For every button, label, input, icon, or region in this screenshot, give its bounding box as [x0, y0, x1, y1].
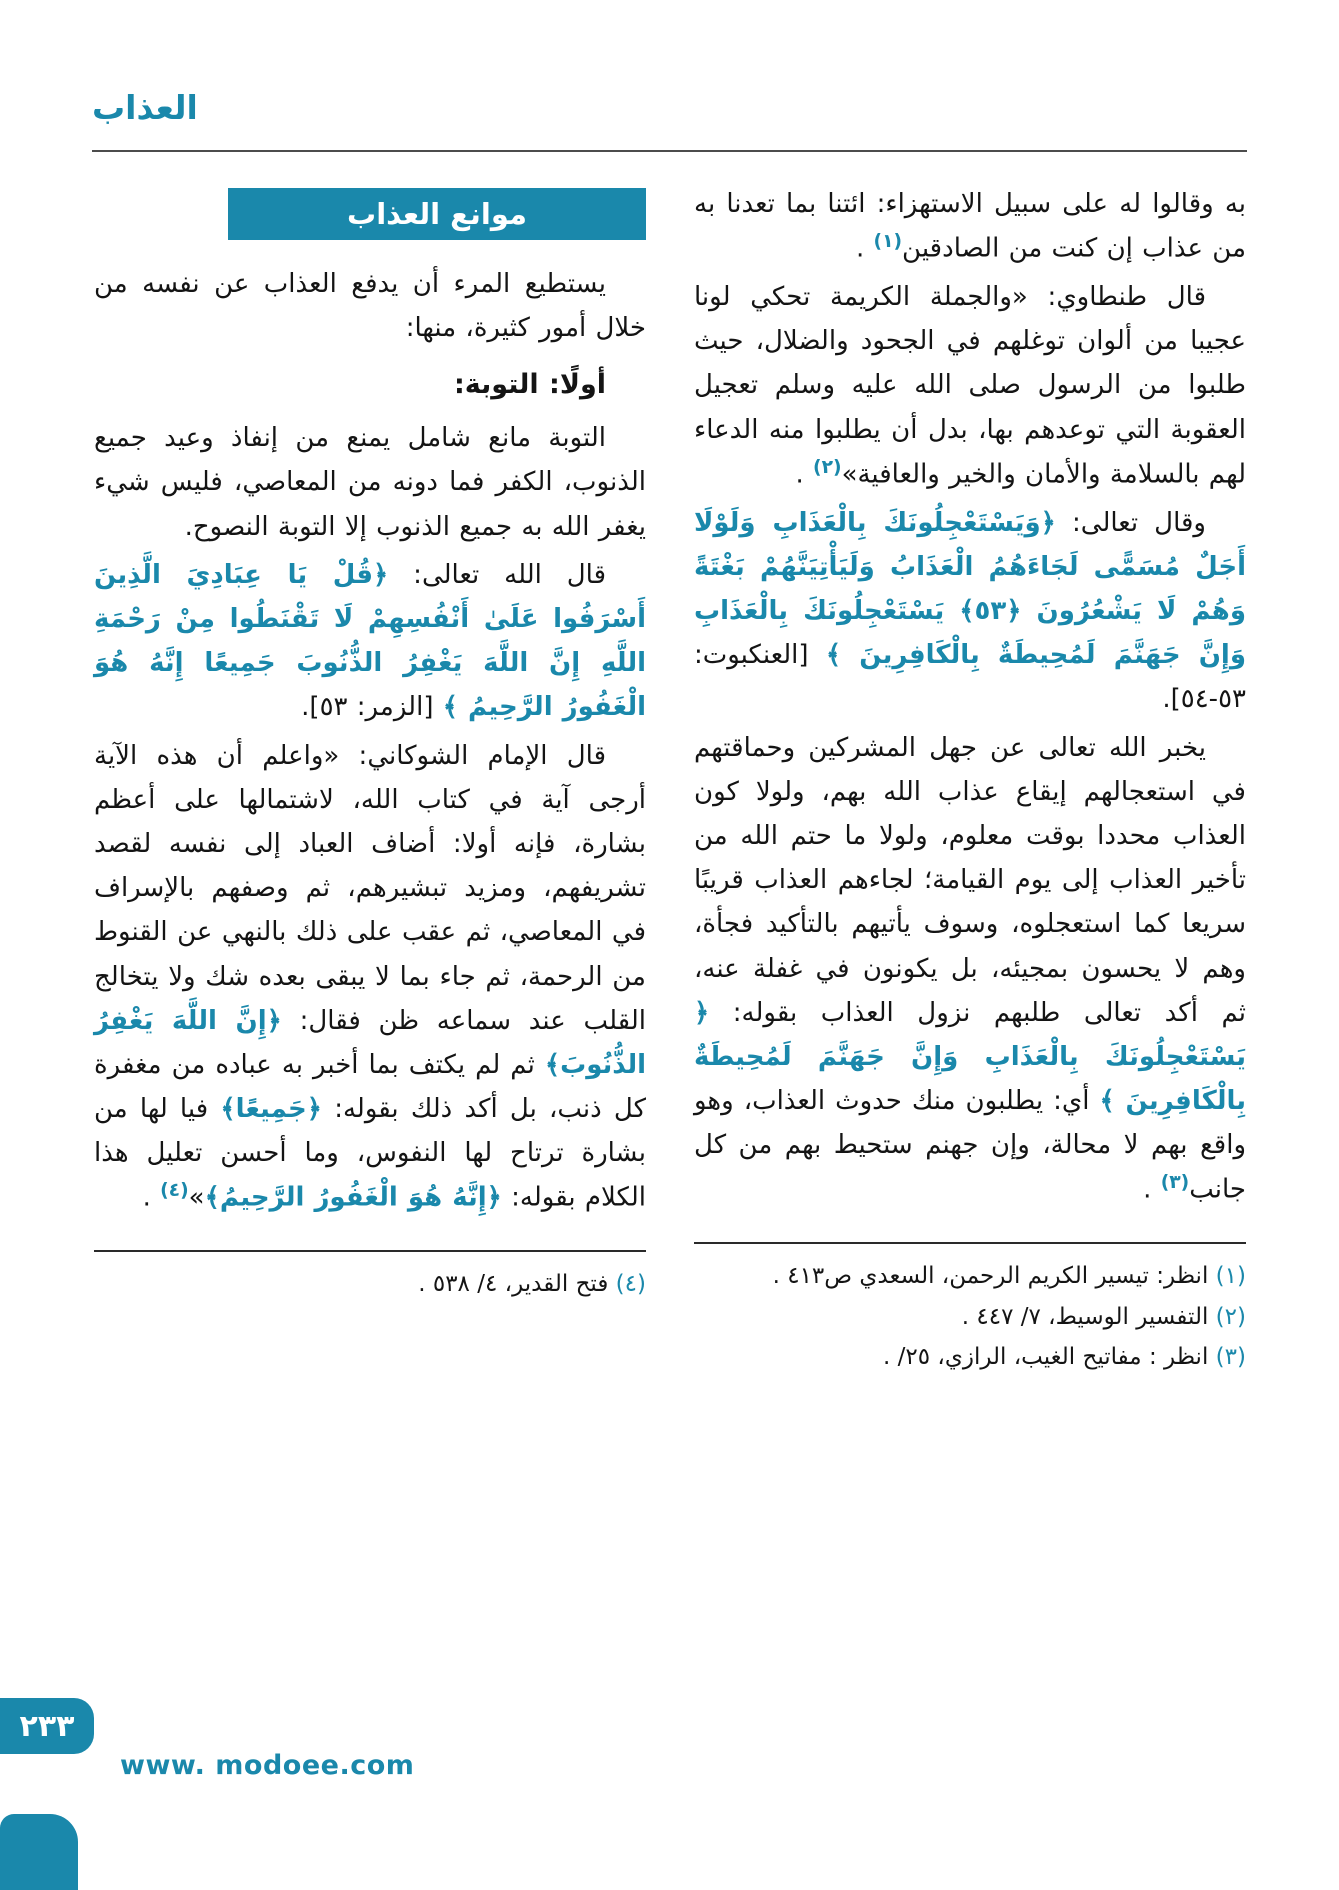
text-run: قال الله تعالى: [388, 559, 606, 590]
text-run: فيا لها من بشارة ترتاح لها النفوس، وما أحسن تعليل هذا الكلام بقوله: [94, 1094, 646, 1214]
text-run: . [855, 233, 874, 264]
quran-verse: ﴿وَيَسْتَعْجِلُونَكَ بِالْعَذَابِ وَلَوْلَا أَجَلٌ مُسَمًّى لَجَاءَهُمُ الْعَذَابُ وَلَيَأْتِيَنَّهُمْ بَغْتَةً وَهُمْ لَا يَشْعُرُونَ ﴿٥٣﴾ يَسْتَعْجِلُونَكَ بِالْعَذَابِ وَإِنَّ جَهَنَّمَ لَمُحِيطَةٌ بِالْكَافِرِينَ ﴾ [694, 507, 1246, 671]
text-run: به وقالوا له على سبيل الاستهزاء: ائتنا بما تعدنا به من عذاب إن كنت من الصادقين [694, 189, 1246, 264]
footnote-ref-marker: (٤) [160, 1180, 189, 1202]
text-run: . [795, 459, 814, 490]
paragraph [94, 416, 646, 549]
website-url: www. modoee.com [120, 1750, 415, 1781]
footnote-ref-marker: (٣) [1160, 1172, 1190, 1194]
paragraph [694, 182, 1246, 271]
quran-verse: ﴿ يَسْتَعْجِلُونَكَ بِالْعَذَابِ وَإِنَّ جَهَنَّمَ لَمُحِيطَةٌ بِالْكَافِرِينَ ﴾ [694, 997, 1246, 1117]
text-run: قال طنطاوي: «والجملة الكريمة تحكي لونا عجيبا من ألوان توغلهم في الجحود والضلال، حيث طلبوا من الرسول صلى الله عليه وسلم تعجيل العقوبة التي توعدهم بها، بدل أن يطلبوا منه الدعاء لهم بالسلامة والأمان والخير والعافية» [694, 282, 1246, 490]
verse-reference: [العنكبوت: ٥٣-٥٤]. [694, 640, 1246, 715]
footnote-number: (٤) [608, 1271, 646, 1298]
footnote-divider [94, 1250, 646, 1252]
verse-reference: [الزمر: ٥٣]. [301, 692, 443, 723]
right-footnotes [694, 1242, 1246, 1377]
text-run: أي: يطلبون منك حدوث العذاب، وهو واقع بهم لا محالة، وإن جهنم ستحيط بهم من كل جانب [694, 1086, 1246, 1206]
paragraph [94, 734, 646, 1221]
text-run: ثم لم يكتف بما أخبر به عباده من مغفرة كل ذنب، بل أكد ذلك بقوله: [94, 1049, 647, 1125]
footnote-list [694, 1256, 1246, 1377]
right-column [694, 182, 1246, 1377]
paragraph [694, 501, 1246, 722]
corner-decoration [0, 1814, 78, 1890]
page-content [93, 182, 1246, 1377]
page-header-title: العذاب [92, 88, 198, 127]
footnote [694, 1337, 1246, 1377]
footnote-ref-marker: (٢) [813, 456, 842, 478]
quran-verse: ﴿إِنَّ اللَّهَ يَغْفِرُ الذُّنُوبَ﴾ [94, 1005, 646, 1080]
footnote-text: انظر: تيسير الكريم الرحمن، السعدي ص٤١٣ . [772, 1263, 1209, 1290]
section-title-box: موانع العذاب [228, 188, 646, 240]
footnote-number: (١) [1208, 1263, 1246, 1290]
text-run: أولًا: التوبة: [454, 369, 606, 401]
footnote-list [94, 1264, 646, 1304]
text-run: يخبر الله تعالى عن جهل المشركين وحماقتهم في استعجالهم إيقاع عذاب الله بهم، ولولا كون العذاب محددا بوقت معلوم، ولولا ما حتم الله من تأخير العذاب إلى يوم القيامة؛ لجاءهم العذاب قريبًا سريعا كما استعجلوه، وسوف يأتيهم بالتأكيد فجأة، وهم لا يحسون بمجيئه، بل يكونون في غفلة عنه، ثم أكد تعالى طلبهم نزول العذاب بقوله: [694, 732, 1246, 1028]
text-run: وقال تعالى: [1055, 507, 1206, 538]
footnote [694, 1256, 1246, 1296]
text-run: » [188, 1183, 205, 1214]
text-run: التوبة مانع شامل يمنع من إنفاذ وعيد جميع الذنوب، الكفر فما دونه من المعاصي، فليس شيء يغفر الله به جميع الذنوب إلا التوبة النصوح. [94, 423, 646, 542]
text-run: . [1143, 1175, 1161, 1206]
text-run: يستطيع المرء أن يدفع العذاب عن نفسه من خلال أمور كثيرة، منها: [94, 269, 646, 344]
quran-verse: ﴿قُلْ يَا عِبَادِيَ الَّذِينَ أَسْرَفُوا عَلَىٰ أَنْفُسِهِمْ لَا تَقْنَطُوا مِنْ رَحْمَةِ اللَّهِ إِنَّ اللَّهَ يَغْفِرُ الذُّنُوبَ جَمِيعًا إِنَّهُ هُوَ الْغَفُورُ الرَّحِيمُ ﴾ [94, 559, 646, 723]
section-heading [94, 362, 646, 408]
footnote [694, 1297, 1246, 1337]
footnote [94, 1264, 646, 1304]
quran-verse: ﴿إِنَّهُ هُوَ الْغَفُورُ الرَّحِيمُ﴾ [204, 1183, 502, 1214]
page-number-badge: ٢٣٣ [0, 1698, 94, 1754]
header-divider [92, 150, 1247, 152]
left-column [94, 182, 646, 1305]
paragraph [94, 553, 646, 730]
footnote-text: التفسير الوسيط، ٧/ ٤٤٧ . [961, 1303, 1209, 1330]
left-footnotes [94, 1250, 646, 1304]
paragraph [694, 726, 1246, 1213]
footnote-number: (٢) [1208, 1303, 1246, 1330]
text-run: قال الإمام الشوكاني: «واعلم أن هذه الآية أرجى آية في كتاب الله، لاشتمالها على أعظم بشارة، فإنه أولا: أضاف العباد إلى نفسه لقصد تشريفهم، ومزيد تبشيرهم، ثم وصفهم بالإسراف في المعاصي، ثم عقب على ذلك بالنهي عن القنوط من الرحمة، ثم جاء بما لا يبقى بعده شك ولا يتخالج القلب عند سماعه ظن فقال: [94, 740, 646, 1036]
paragraph [694, 275, 1246, 497]
text-run: . [142, 1183, 161, 1214]
footnote-ref-marker: (١) [873, 231, 903, 253]
footnote-divider [694, 1242, 1246, 1244]
footnote-text: انظر : مفاتيح الغيب، الرازي، ٢٥/ . [883, 1343, 1209, 1370]
quran-verse: ﴿جَمِيعًا﴾ [220, 1094, 323, 1125]
left-column-text [94, 262, 646, 1220]
paragraph [94, 262, 646, 350]
footnote-number: (٣) [1208, 1343, 1246, 1370]
right-column-text [694, 182, 1246, 1212]
footnote-text: فتح القدير، ٤/ ٥٣٨ . [418, 1271, 609, 1298]
